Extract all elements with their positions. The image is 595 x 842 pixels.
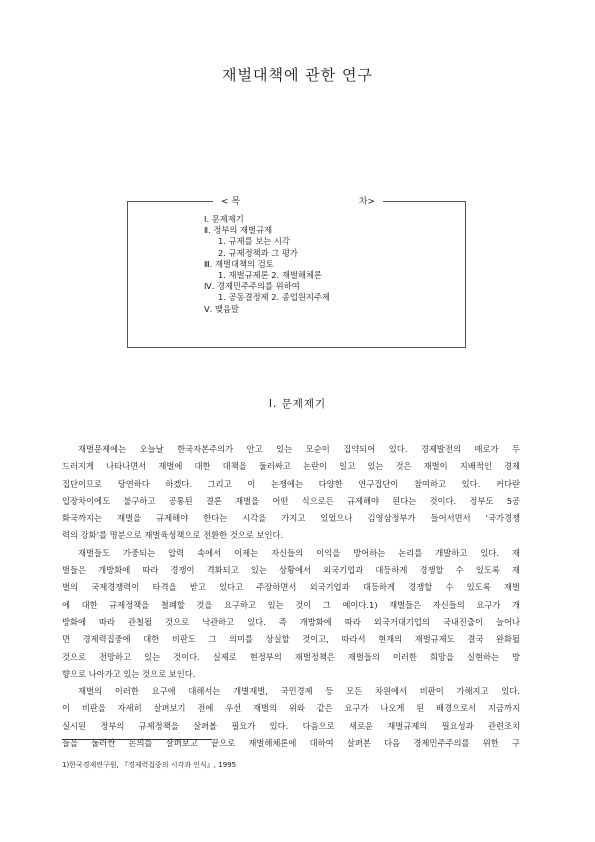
toc-heading <box>213 194 383 207</box>
toc-item: Ⅲ. 재벌대책의 검토 <box>204 258 274 269</box>
body-line: 벌의 국제경쟁력이 타격을 받고 있다고 주장하면서 외국기업과 대등하게 경쟁할 수 있도록 재벌 <box>62 582 520 593</box>
body-line: 면 경제력집중에 대한 비판도 그 의미를 상실할 것이고, 따라서 현재의 재벌규제도 결국 완화될 <box>62 634 520 645</box>
body-line: 들을 둘러싼 논의를 살펴보고 끝으로 재벌해체론에 대하여 살펴본 다음 경제민주주의를 위한 구 <box>62 738 520 749</box>
toc-list <box>204 214 330 315</box>
body-text <box>62 441 520 752</box>
toc-subitem: 1. 규제를 보는 시각 <box>218 236 290 247</box>
toc-subitem: 1. 재벌규제론 2. 재벌해체론 <box>218 270 322 281</box>
body-line: 화국까지는 재벌을 규제해야 한다는 시각을 가지고 있었으나 김영삼정부가 들어서면서 '국가경쟁 <box>62 513 520 524</box>
body-line: 력의 강화'를 명분으로 재벌육성책으로 전환한 것으로 보인다. <box>62 530 284 541</box>
toc-item: Ⅴ. 맺음말 <box>204 303 239 314</box>
footnote: 1)한국경제연구원, 『경제력집중의 시각과 인식』, 1995 <box>62 761 237 769</box>
body-line: 집단이므로 당연하다 하겠다. 그리고 이 논쟁에는 다양한 연구집단이 참여하고 있다. 커다란 <box>62 478 520 489</box>
body-line: 실시된 정부의 규제정책을 살펴볼 필요가 있다. 다음으로 새로운 재벌규제의 필요성과 관련조치 <box>62 720 520 731</box>
toc-subitem: 2. 규제정책과 그 평가 <box>218 247 298 258</box>
toc-subitem: 1. 공동결정제 2. 종업원지주제 <box>218 292 330 303</box>
body-line: 이 비판을 자세히 살펴보기 전에 우선 재벌의 위와 같은 요구가 나오게 된 배경으로서 지금까지 <box>62 703 520 714</box>
body-line: 것으로 전망하고 있는 것이다. 실제로 현정부의 재벌정책은 재벌들의 이러한 희망을 실현하는 방 <box>62 651 520 662</box>
table-of-contents <box>127 197 466 348</box>
toc-item: Ⅱ. 정부의 재벌규제 <box>204 225 273 236</box>
paper-title: 재벌대책에 관한 연구 <box>222 66 373 84</box>
footnote-rule <box>62 739 212 740</box>
body-line: 입장차이에도 불구하고 공통된 결론 재벌을 어떤 식으로든 규제해야 된다는 것이다. 정부도 5공 <box>62 495 520 506</box>
toc-item: Ⅰ. 문제제기 <box>204 214 244 224</box>
body-line: 향으로 나아가고 있는 것으로 보인다. <box>62 668 196 679</box>
body-line: 벌들은 개방화에 따라 경쟁이 격화되고 있는 상황에서 외국기업과 대등하게 경쟁할 수 있도록 재 <box>62 565 520 576</box>
body-line: 방화에 따라 관철될 것으로 낙관하고 있다. 즉 개방화에 따라 외국거대기업의 국내진출이 늘어나 <box>62 616 520 627</box>
body-line: 드러지게 나타나면서 재벌에 대한 대책을 둘러싸고 논란이 일고 있는 것은 재벌이 지배적인 경제 <box>62 461 520 472</box>
section-heading: Ⅰ. 문제제기 <box>268 398 327 410</box>
toc-heading-left: < 목 <box>221 197 241 207</box>
toc-heading-right: 차> <box>358 197 375 207</box>
body-line: 재벌문제에는 오늘날 한국자본주의가 안고 있는 모순이 집약되어 있다. 경제발전의 매로가 두 <box>78 444 520 454</box>
body-line: 에 대한 규제정책을 철폐할 것을 요구하고 있는 것이 그 예이다.1) 재벌들은 자신들의 요구가 개 <box>62 599 520 610</box>
toc-item: Ⅳ. 경제민주주의를 위하여 <box>204 281 300 292</box>
body-line: 재벌의 이러한 요구에 대해서는 개별재벌, 국민경제 등 모든 차원에서 비판이 가해지고 있다. <box>78 686 520 697</box>
body-line: 재벌들도 가중되는 압력 속에서 이제는 자신들의 이익을 방어하는 논리를 개발하고 있다. 재 <box>78 547 520 558</box>
